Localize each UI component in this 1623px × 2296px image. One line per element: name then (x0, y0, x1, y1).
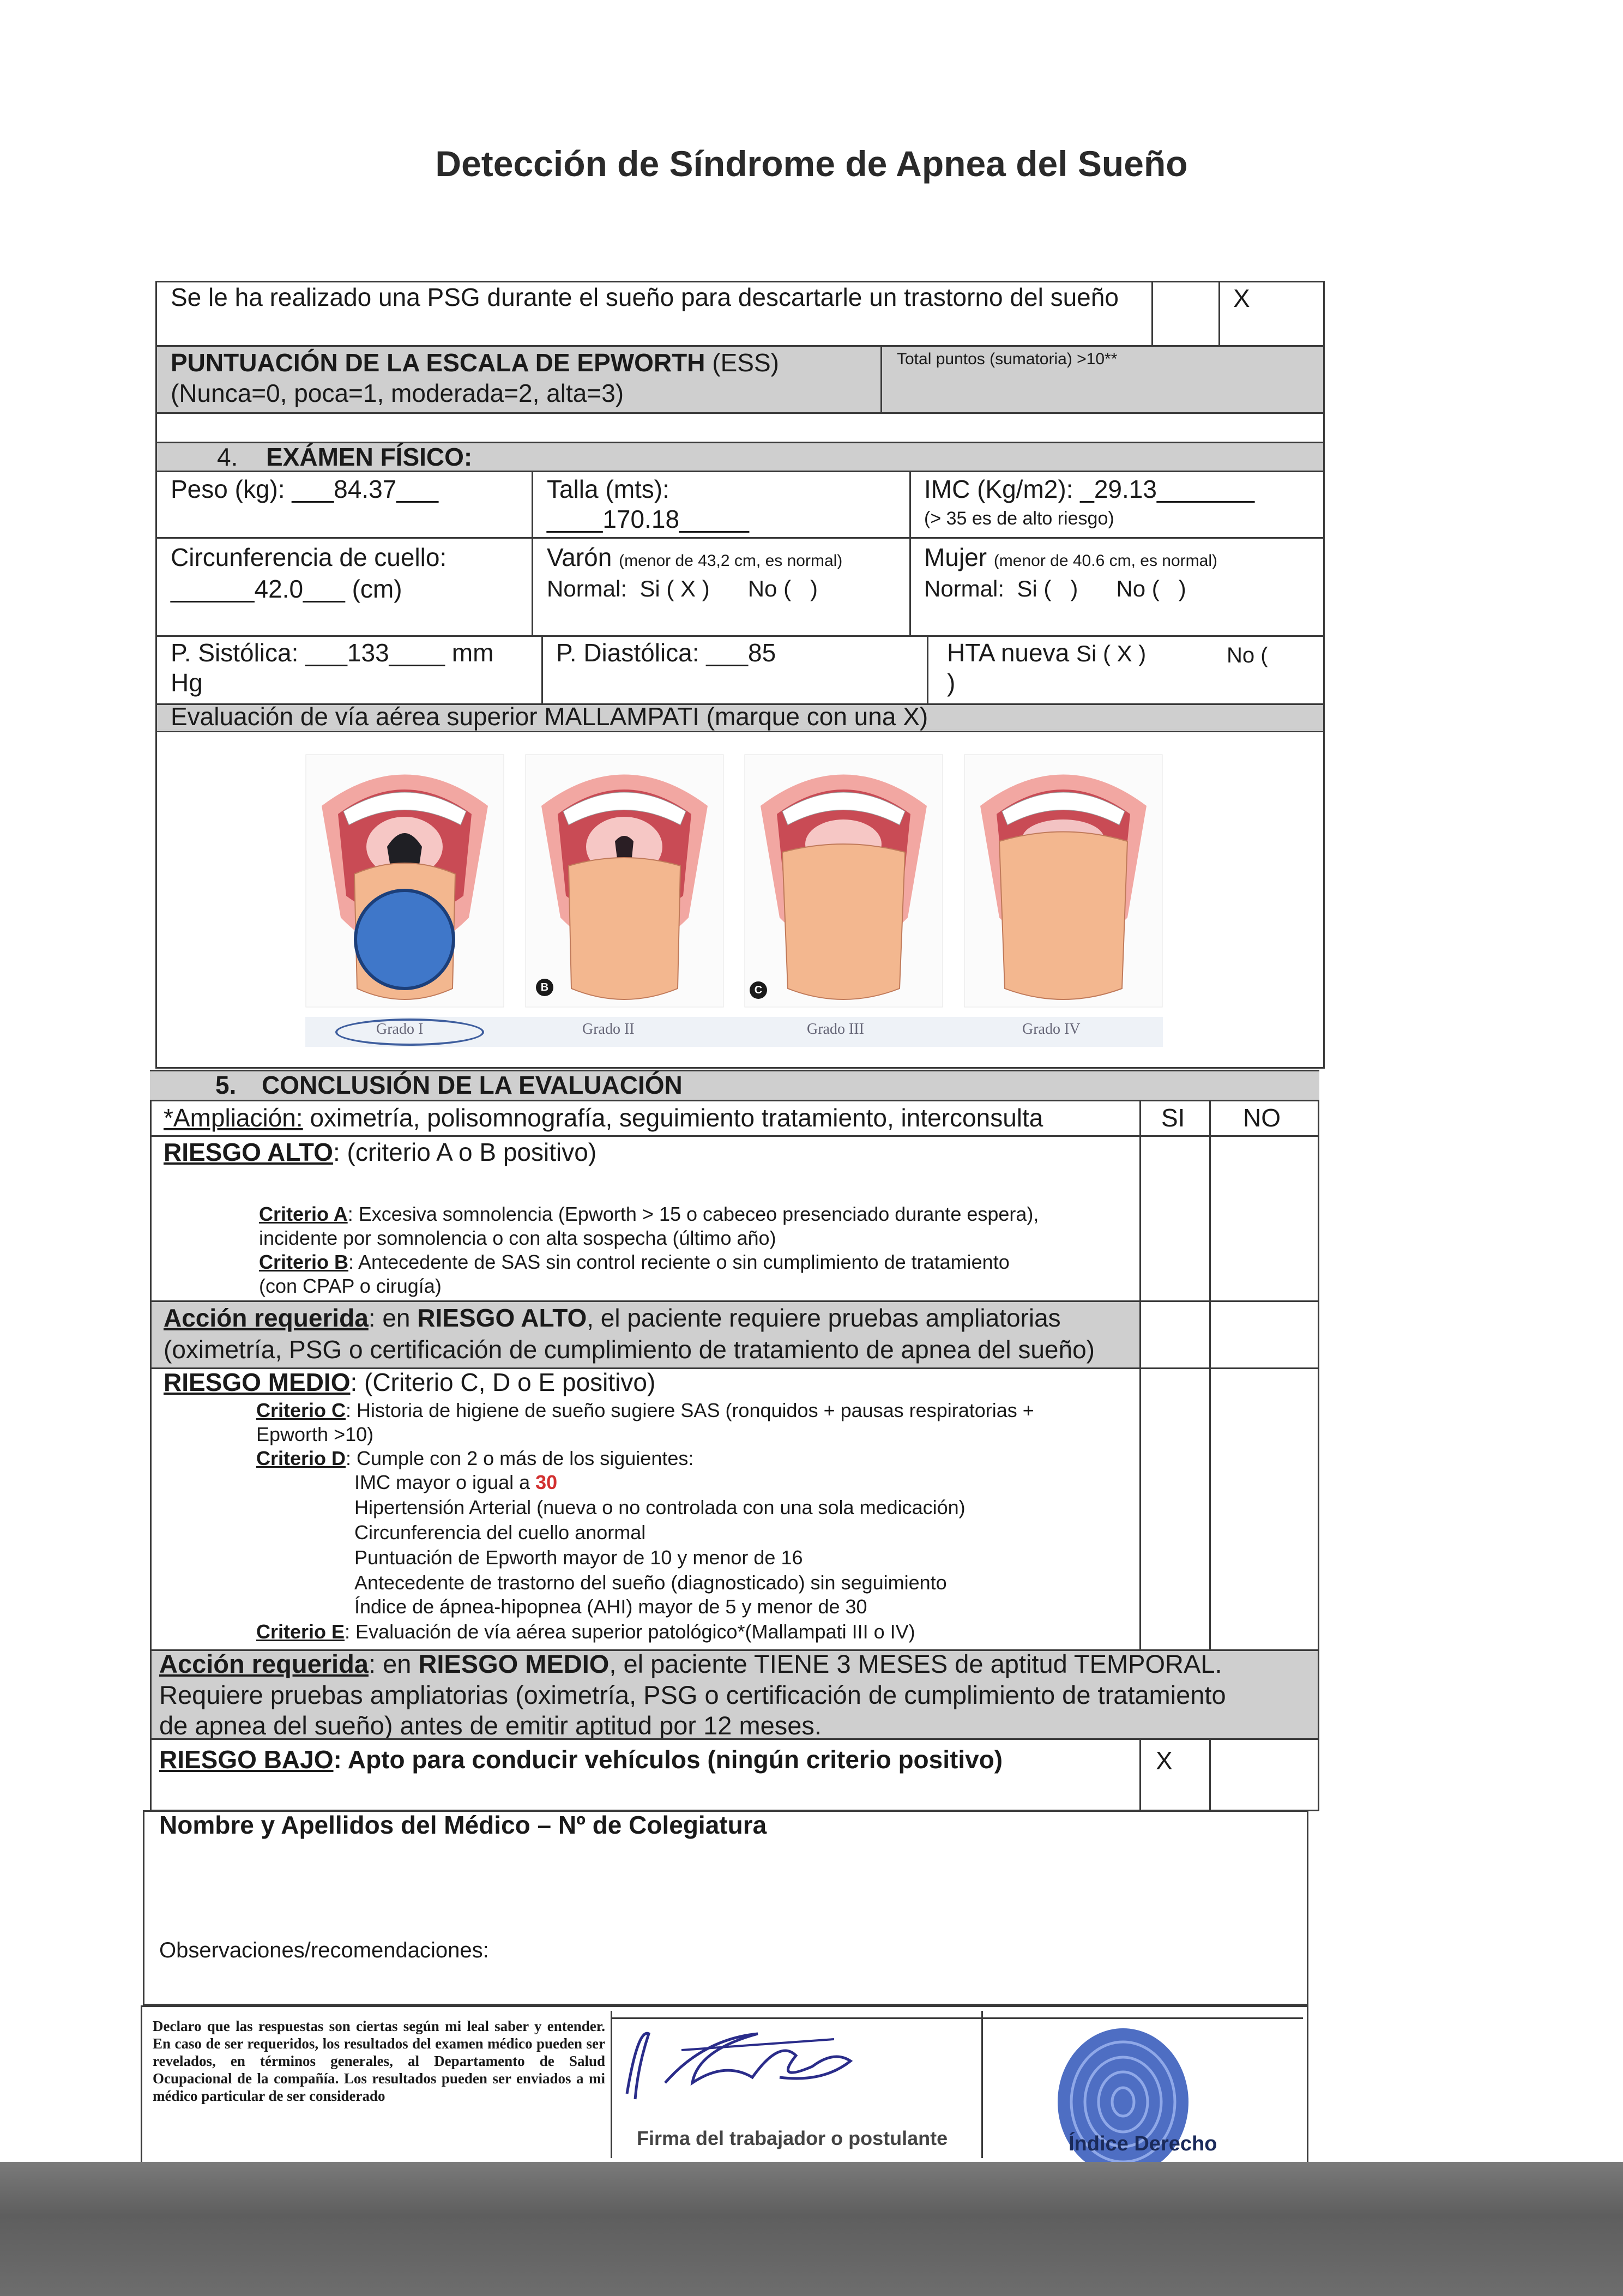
psg-answer: X (1233, 284, 1250, 312)
riesgo-medio: RIESGO MEDIO: (Criterio C, D o E positivo) (164, 1368, 656, 1396)
imc-note: (> 35 es de alto riesgo) (924, 508, 1114, 529)
talla-field: ____170.18_____ (547, 505, 749, 533)
no-column-header: NO (1243, 1104, 1281, 1132)
accion-medio-line3: de apnea del sueño) antes de emitir aptitud por 12 meses. (159, 1711, 822, 1740)
hta-close: ) (947, 668, 956, 697)
grade-label-2[interactable]: Grado II (582, 1021, 635, 1038)
grade-label-3[interactable]: Grado III (807, 1021, 864, 1038)
mouth-open-icon (744, 754, 943, 1008)
criterio-d-item: Antecedente de trastorno del sueño (diagnosticado) sin seguimiento (354, 1571, 947, 1594)
peso-value: 84.37 (334, 475, 397, 503)
criterio-b: Criterio B: Antecedente de SAS sin control reciente o sin cumplimiento de tratamiento (259, 1251, 1010, 1273)
mouth-open-icon (964, 754, 1163, 1008)
criterio-a: Criterio A: Excesiva somnolencia (Epworth > 15 o cabeceo presenciado durante espera), (259, 1203, 1039, 1225)
page-title: Detección de Síndrome de Apnea del Sueño (435, 143, 1188, 184)
epworth-scale: (Nunca=0, poca=1, moderada=2, alta=3) (171, 379, 624, 407)
imc-field: IMC (Kg/m2): _29.13_______ (924, 475, 1255, 503)
mouth-open-icon (305, 754, 504, 1008)
mouth-open-icon (525, 754, 724, 1008)
scan-edge (0, 2162, 1623, 2296)
observaciones-label: Observaciones/recomendaciones: (159, 1938, 489, 1962)
criterio-b-line2: (con CPAP o cirugía) (259, 1275, 442, 1297)
criterio-d-item: Hipertensión Arterial (nueva o no controlada con una sola medicación) (354, 1496, 966, 1518)
epworth-label: PUNTUACIÓN DE LA ESCALA DE EPWORTH (ESS) (171, 348, 779, 377)
hta-no: No ( (1227, 643, 1268, 667)
epworth-total: Total puntos (sumatoria) >10** (897, 350, 1118, 368)
conclusion-header: CONCLUSIÓN DE LA EVALUACIÓN (262, 1071, 683, 1099)
fingerprint-icon (1052, 2020, 1205, 2184)
cuello-value: 42.0 (254, 575, 304, 603)
psg-question: Se le ha realizado una PSG durante el sueño para descartarle un trastorno del sueño (171, 283, 1119, 311)
sistolica-field: P. Sistólica: ___133____ mm (171, 638, 494, 667)
grade-label-4[interactable]: Grado IV (1022, 1021, 1081, 1038)
cuello-field: ______42.0___ (cm) (171, 575, 402, 603)
si-column-header: SI (1161, 1104, 1185, 1132)
conclusion-number: 5. (215, 1071, 237, 1099)
firma-label: Firma del trabajador o postulante (637, 2127, 948, 2149)
criterio-d-item: Circunferencia del cuello anormal (354, 1521, 646, 1544)
indice-label: Índice Derecho (1069, 2132, 1217, 2155)
imc-value: 29.13 (1094, 475, 1157, 503)
talla-label: Talla (mts): (547, 475, 669, 503)
varon-label: Varón (menor de 43,2 cm, es normal) (547, 543, 843, 571)
peso-field: Peso (kg): ___84.37___ (171, 475, 439, 503)
diastolica-value: 85 (748, 638, 776, 667)
mallampati-grade-1-image[interactable] (305, 754, 504, 1008)
grade-label-1[interactable]: Grado I (376, 1021, 424, 1038)
riesgo-bajo: RIESGO BAJO: Apto para conducir vehículos (ningún criterio positivo) (159, 1745, 1003, 1774)
declaracion-text: Declaro que las respuestas son ciertas según mi leal saber y entender. En caso de ser requeridos, los resultados del examen médico pueden ser revelados, en términos generales, al Departamento de Salud Ocupacional de la compañía. Los resultados pueden ser enviados a mi médico particular de ser considerado (153, 2018, 605, 2104)
accion-alto: Acción requerida: en RIESGO ALTO, el paciente requiere pruebas ampliatorias (164, 1304, 1061, 1332)
varon-normal: Normal: Si ( X ) No ( ) (547, 576, 818, 601)
mujer-label: Mujer (menor de 40.6 cm, es normal) (924, 543, 1217, 571)
criterio-a-line2: incidente por somnolencia o con alta sospecha (último año) (259, 1227, 776, 1249)
criterio-e: Criterio E: Evaluación de vía aérea superior patológico*(Mallampati III o IV) (256, 1620, 915, 1643)
exam-header-number: 4. (217, 443, 238, 471)
accion-alto-line2: (oximetría, PSG o certificación de cumplimiento de tratamiento de apnea del sueño) (164, 1335, 1095, 1364)
medico-label: Nombre y Apellidos del Médico – Nº de Colegiatura (159, 1811, 767, 1839)
riesgo-alto: RIESGO ALTO: (criterio A o B positivo) (164, 1138, 597, 1166)
ampliacion-row: *Ampliación: oximetría, polisomnografía, seguimiento tratamiento, interconsulta (164, 1104, 1043, 1132)
riesgo-bajo-mark: X (1156, 1746, 1173, 1775)
criterio-d: Criterio D: Cumple con 2 o más de los siguientes: (256, 1447, 694, 1469)
accion-medio-line2: Requiere pruebas ampliatorias (oximetría, PSG o certificación de cumplimiento de tratamiento (159, 1680, 1226, 1709)
signature-icon (616, 2017, 872, 2110)
mallampati-grade-4-image[interactable] (964, 754, 1163, 1008)
badge-c: C (750, 981, 767, 999)
criterio-c-line2: Epworth >10) (256, 1423, 374, 1445)
criterio-d-item: Puntuación de Epworth mayor de 10 y menor de 16 (354, 1546, 803, 1569)
mallampati-grade-3-image[interactable] (744, 754, 943, 1008)
criterio-d-item: Índice de ápnea-hipopnea (AHI) mayor de 5 y menor de 30 (354, 1595, 867, 1618)
cuello-label: Circunferencia de cuello: (171, 543, 447, 571)
badge-b: B (536, 979, 553, 996)
criterio-c: Criterio C: Historia de higiene de sueño sugiere SAS (ronquidos + pausas respiratorias + (256, 1399, 1034, 1421)
sistolica-unit-hg: Hg (171, 668, 203, 697)
mujer-normal: Normal: Si ( ) No ( ) (924, 576, 1186, 601)
talla-value: 170.18 (602, 505, 680, 533)
accion-medio: Acción requerida: en RIESGO MEDIO, el paciente TIENE 3 MESES de aptitud TEMPORAL. (159, 1649, 1222, 1678)
mallampati-title: Evaluación de vía aérea superior MALLAMPATI (marque con una X) (171, 702, 928, 731)
mallampati-grade-2-image[interactable] (525, 754, 724, 1008)
sistolica-value: 133 (347, 638, 389, 667)
exam-header: EXÁMEN FÍSICO: (266, 443, 473, 471)
diastolica-field: P. Diastólica: ___85 (556, 638, 776, 667)
criterio-d-imc: IMC mayor o igual a 30 (354, 1471, 558, 1493)
hta-field: HTA nueva Si ( X ) (947, 638, 1147, 667)
